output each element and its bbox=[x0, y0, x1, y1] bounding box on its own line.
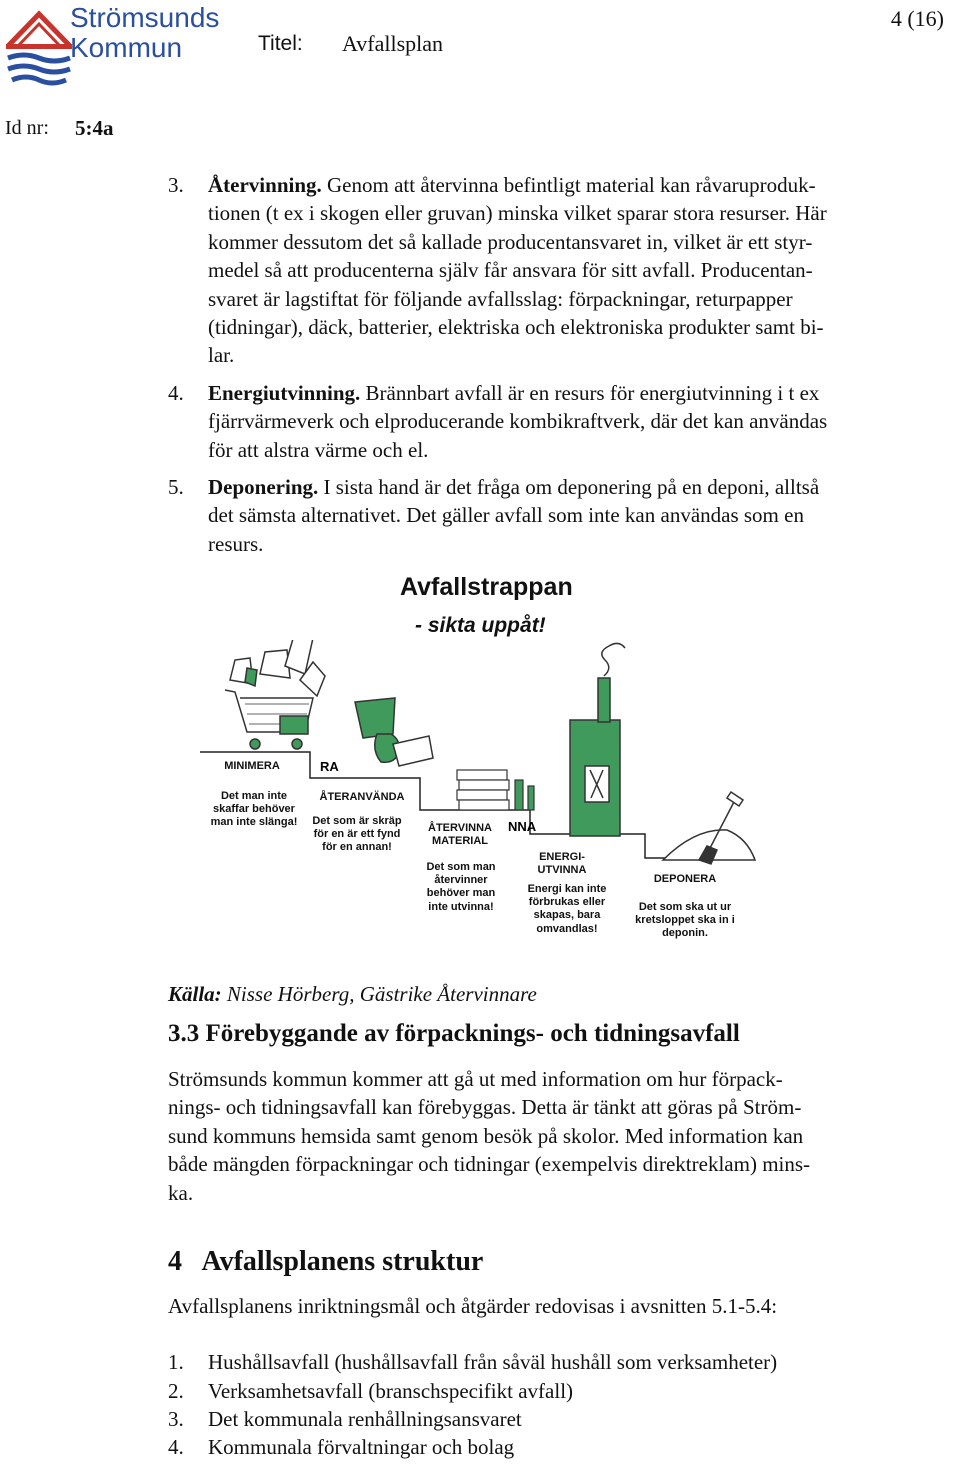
step-atervinna-desc: Det som man återvinner behöver man inte utvinna! bbox=[426, 861, 496, 913]
titel-value: Avfallsplan bbox=[342, 31, 444, 56]
bridge-emblem-icon bbox=[6, 6, 72, 90]
step-atervinna-label: ÅTERVINNA MATERIAL bbox=[428, 822, 492, 848]
section-3-3-heading: 3.3 Förebyggande av förpacknings- och tidningsavfall bbox=[168, 1020, 740, 1047]
stair-tag-text: NNA bbox=[508, 819, 537, 834]
step-deponera-desc: Det som ska ut ur kretsloppet ska in i deponin. bbox=[635, 901, 735, 940]
structure-list-item: 3. Det kommunala renhållningsansvaret bbox=[168, 1407, 522, 1431]
titel-label: Titel: bbox=[258, 32, 303, 55]
recycled-materials-icon bbox=[457, 770, 534, 810]
diagram-subtitle: - sikta uppåt! bbox=[415, 614, 546, 637]
item-number: 4. bbox=[168, 381, 184, 405]
section-3-3-body: Strömsunds kommun kommer att gå ut med information om hur förpack- nings- och tidningsavfall kan förebyggas. Detta är tänkt att göras på Ström- sund kommuns hemsida samt genom besök på skolor. Med information kan både mängden förpackningar och tidningar (exempelvis direktreklam) mins- ka. bbox=[168, 1067, 811, 1205]
diagram-title: Avfallstrappan bbox=[400, 573, 573, 601]
logo-wordmark: Strömsunds Kommun bbox=[70, 2, 220, 63]
step-energi-label: ENERGI-UTVINNA bbox=[537, 851, 587, 877]
reuse-items-icon bbox=[355, 698, 433, 766]
item-heading: Deponering. bbox=[208, 475, 319, 499]
step-energi-desc: Energi kan inte förbrukas eller skapas, bara omvandlas! bbox=[527, 883, 607, 935]
figure-source: Källa: Nisse Hörberg, Gästrike Återvinnare bbox=[168, 982, 537, 1006]
stair-tag-text: RA bbox=[320, 759, 339, 774]
list-item-recycling: 3. Återvinning. Genom att återvinna befintligt material kan råvaruproduk- tionen (t ex i skogen eller gruvan) minska vilket sparar stora resurser. Här kommer dessutom det så kallade producentansvaret in, vilket är ett styr- medel så att producenterna själv får ansvara för sitt avfall. Producentan- svaret är lagstiftat för följande avfallsslag: förpackningar, returpapper (tidningar), däck, batterier, elektriska och elektroniska produkter samt bi- lar. bbox=[168, 173, 827, 368]
structure-list-item: 4. Kommunala förvaltningar och bolag bbox=[168, 1435, 515, 1459]
landfill-shovel-icon bbox=[663, 792, 755, 864]
item-number: 3. bbox=[168, 173, 184, 197]
step-deponera-label: DEPONERA bbox=[653, 873, 717, 885]
step-ateranvanda-label: ÅTERANVÄNDA bbox=[319, 791, 405, 803]
item-number: 5. bbox=[168, 475, 184, 499]
power-plant-icon bbox=[570, 643, 625, 836]
page-number: 4 (16) bbox=[890, 6, 944, 31]
step-minimera-desc: Det man inte skaffar behöver man inte slänga! bbox=[210, 790, 298, 829]
section-4-intro: Avfallsplanens inriktningsmål och åtgärder redovisas i avsnitten 5.1-5.4: bbox=[168, 1294, 778, 1318]
id-label: Id nr: bbox=[5, 117, 49, 139]
id-value: 5:4a bbox=[75, 116, 114, 140]
item-heading: Energiutvinning. bbox=[208, 381, 361, 405]
list-item-energy: 4. Energiutvinning. Brännbart avfall är en resurs för energiutvinning i t ex fjärrvärmeverk och elproducerande kombikraftverk, där det kan användas för att alstra värme och el. bbox=[168, 381, 828, 462]
structure-list-item: 2. Verksamhetsavfall (branschspecifikt avfall) bbox=[168, 1379, 574, 1403]
list-item-landfill: 5. Deponering. I sista hand är det fråga om deponering på en deponi, alltså det sämsta alternativet. Det gäller avfall som inte kan användas som en resurs. bbox=[168, 475, 820, 556]
shopping-cart-icon bbox=[225, 640, 325, 749]
structure-list-item: 1. Hushållsavfall (hushållsavfall från såväl hushåll som verksamheter) bbox=[168, 1350, 778, 1374]
item-heading: Återvinning. bbox=[208, 173, 322, 197]
step-ateranvanda-desc: Det som är skräp för en är ett fynd för en annan! bbox=[312, 815, 402, 854]
section-4-heading: 4 Avfallsplanens struktur bbox=[168, 1246, 484, 1277]
step-minimera-label: MINIMERA bbox=[224, 760, 280, 772]
